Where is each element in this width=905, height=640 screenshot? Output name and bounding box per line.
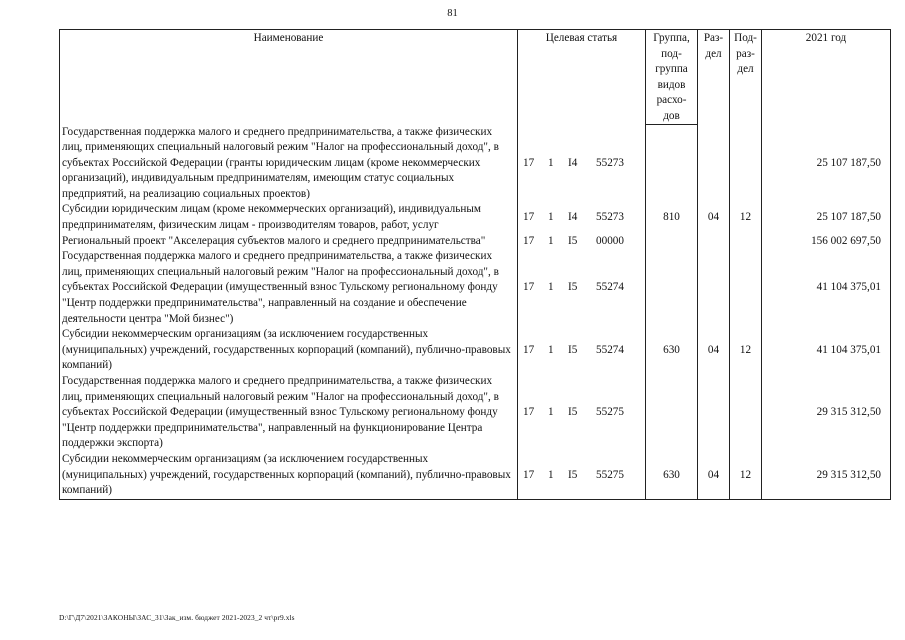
row-target-code xyxy=(518,202,646,233)
code-direction: 55273 xyxy=(596,211,624,224)
row-name: Государственная поддержка малого и среднего предпринимательства, а также физических лиц, применяющих специальный налоговый режим "Налог на профессиональный доход", в субъектах Российской Федерации (гранты юридическим лицам (кроме некоммерческих организаций), индивидуальным предпринимателям, имеющим статус социальных предприятий, на реализацию социальных проектов) xyxy=(60,125,518,203)
code-subprogram: 1 xyxy=(548,156,554,169)
code-direction: 55274 xyxy=(596,343,624,356)
table-header-row xyxy=(60,30,891,125)
code-subprogram: 1 xyxy=(548,281,554,294)
row-subsection: 12 xyxy=(730,327,762,374)
row-section xyxy=(698,234,730,250)
code-direction: 55274 xyxy=(596,281,624,294)
header-group-line: под- xyxy=(661,47,682,60)
header-section xyxy=(698,30,730,125)
code-direction: 55275 xyxy=(596,406,624,419)
code-project: I4 xyxy=(568,156,578,169)
row-target-code xyxy=(518,452,646,499)
row-amount: 25 107 187,50 xyxy=(762,202,891,233)
row-section xyxy=(698,249,730,327)
row-name: Субсидии некоммерческим организациям (за исключением государственных (муниципальных) учреждений, государственных корпораций (компаний), публично-правовых компаний) xyxy=(60,327,518,374)
row-name: Государственная поддержка малого и среднего предпринимательства, а также физических лиц, применяющих специальный налоговый режим "Налог на профессиональный доход", в субъектах Российской Федерации (имущественный взнос Тульскому региональному фонду "Центр поддержки предпринимательства", направленный на функционирование Центра поддержки экспорта) xyxy=(60,374,518,452)
file-path-footer: D:\Г\Д7\2021\ЗАКОНЫ\ЗАС_31\Зак_изм. бюджет 2021-2023_2 чт\pr9.xls xyxy=(59,613,295,622)
header-subsection-line: дел xyxy=(737,63,754,75)
row-target-code xyxy=(518,125,646,203)
row-subsection xyxy=(730,374,762,452)
row-group xyxy=(646,374,698,452)
code-program: 17 xyxy=(523,468,535,481)
budget-table xyxy=(59,29,891,500)
code-program: 17 xyxy=(523,406,535,419)
row-section xyxy=(698,125,730,203)
code-program: 17 xyxy=(523,234,535,247)
code-subprogram: 1 xyxy=(548,211,554,224)
header-year: 2021 год xyxy=(762,30,891,125)
table-row xyxy=(60,452,891,499)
code-direction: 00000 xyxy=(596,234,624,247)
code-project: I5 xyxy=(568,343,578,356)
table-row xyxy=(60,374,891,452)
code-direction: 55275 xyxy=(596,468,624,481)
header-subsection xyxy=(730,30,762,125)
row-amount: 29 315 312,50 xyxy=(762,452,891,499)
page-number: 81 xyxy=(447,8,458,19)
row-section: 04 xyxy=(698,327,730,374)
code-project: I5 xyxy=(568,234,578,247)
row-subsection: 12 xyxy=(730,202,762,233)
row-target-code xyxy=(518,327,646,374)
row-amount: 156 002 697,50 xyxy=(762,234,891,250)
code-subprogram: 1 xyxy=(548,406,554,419)
header-group-line: расхо- xyxy=(656,94,687,106)
header-group-line: группа xyxy=(655,63,688,75)
table-row xyxy=(60,125,891,203)
row-group: 810 xyxy=(646,202,698,233)
header-subsection-line: Под- xyxy=(734,32,757,44)
row-group: 630 xyxy=(646,452,698,499)
code-project: I5 xyxy=(568,281,578,294)
table-row xyxy=(60,202,891,233)
row-target-code xyxy=(518,249,646,327)
code-program: 17 xyxy=(523,281,535,294)
row-group xyxy=(646,234,698,250)
header-group-line: дов xyxy=(663,109,680,122)
code-subprogram: 1 xyxy=(548,343,554,356)
code-project: I4 xyxy=(568,211,578,224)
row-amount: 41 104 375,01 xyxy=(762,327,891,374)
row-group xyxy=(646,249,698,327)
row-subsection xyxy=(730,125,762,203)
row-group xyxy=(646,125,698,203)
row-subsection xyxy=(730,249,762,327)
row-target-code xyxy=(518,234,646,250)
code-subprogram: 1 xyxy=(548,234,554,247)
header-section-line: Раз- xyxy=(703,32,724,44)
row-subsection xyxy=(730,234,762,250)
header-section-line: дел xyxy=(705,47,722,60)
row-name: Субсидии юридическим лицам (кроме некоммерческих организаций), индивидуальным предпринимателям, физическим лицам - производителям товаров, работ, услуг xyxy=(60,202,518,233)
row-target-code xyxy=(518,374,646,452)
code-program: 17 xyxy=(523,156,535,169)
header-group xyxy=(646,30,698,125)
header-name: Наименование xyxy=(60,30,518,125)
row-amount: 25 107 187,50 xyxy=(762,125,891,203)
code-program: 17 xyxy=(523,343,535,356)
row-subsection: 12 xyxy=(730,452,762,499)
row-amount: 41 104 375,01 xyxy=(762,249,891,327)
row-section xyxy=(698,374,730,452)
row-name: Региональный проект "Акселерация субъектов малого и среднего предпринимательства" xyxy=(60,234,518,250)
table-row xyxy=(60,249,891,327)
row-name: Государственная поддержка малого и среднего предпринимательства, а также физических лиц, применяющих специальный налоговый режим "Налог на профессиональный доход", в субъектах Российской Федерации (имущественный взнос Тульскому региональному фонду "Центр поддержки предпринимательства", направленный на создание и обеспечение деятельности центра "Мой бизнес") xyxy=(60,249,518,327)
table-row xyxy=(60,327,891,374)
row-name: Субсидии некоммерческим организациям (за исключением государственных (муниципальных) учреждений, государственных корпораций (компаний), публично-правовых компаний) xyxy=(60,452,518,499)
header-subsection-line: раз- xyxy=(736,47,755,60)
row-section: 04 xyxy=(698,452,730,499)
header-target-article: Целевая статья xyxy=(518,30,646,125)
code-project: I5 xyxy=(568,468,578,481)
row-section: 04 xyxy=(698,202,730,233)
row-group: 630 xyxy=(646,327,698,374)
code-program: 17 xyxy=(523,211,535,224)
table-row xyxy=(60,234,891,250)
header-group-line: Группа, xyxy=(653,32,690,44)
code-project: I5 xyxy=(568,406,578,419)
code-direction: 55273 xyxy=(596,156,624,169)
code-subprogram: 1 xyxy=(548,468,554,481)
row-amount: 29 315 312,50 xyxy=(762,374,891,452)
header-group-line: видов xyxy=(657,78,686,91)
